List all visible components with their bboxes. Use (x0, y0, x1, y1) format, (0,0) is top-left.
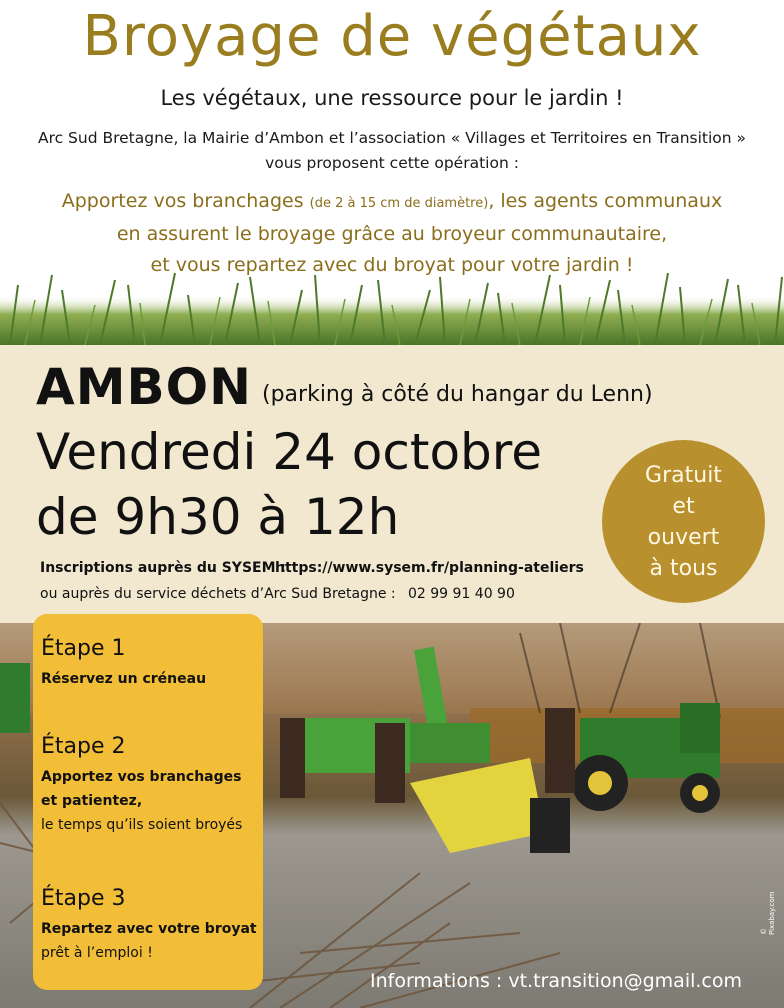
intro-line-1: Arc Sud Bretagne, la Mairie d’Ambon et l’association « Villages et Territoires en Transition » (37, 129, 747, 147)
diameter-note: (de 2 à 15 cm de diamètre) (309, 196, 489, 211)
alt-registration-label: ou auprès du service déchets d’Arc Sud Bretagne : (40, 586, 396, 602)
badge-line-2: et (672, 493, 695, 519)
step-2 (41, 734, 257, 837)
registration-label: Inscriptions auprès du SYSEM : (40, 560, 286, 576)
step-1-title: Étape 1 (41, 636, 126, 661)
event-place: AMBON (36, 358, 252, 416)
grass-image (0, 255, 784, 350)
call-line-1-b: , les agents communaux (488, 190, 723, 212)
call-line-1-a: Apportez vos branchages (61, 190, 310, 212)
free-badge (602, 440, 765, 603)
event-hours: de 9h30 à 12h (36, 488, 400, 546)
event-date: Vendredi 24 octobre (36, 423, 543, 481)
step-1 (41, 636, 206, 691)
badge-line-3: ouvert (647, 524, 720, 550)
registration-link[interactable]: https://www.sysem.fr/planning-ateliers (275, 560, 584, 576)
page-subtitle: Les végétaux, une ressource pour le jardin ! (160, 86, 624, 110)
contact-info[interactable]: Informations : vt.transition@gmail.com (370, 970, 743, 992)
step-3-bold: Repartez avec votre broyat (41, 921, 257, 937)
call-line-2: en assurent le broyage grâce au broyeur communautaire, (116, 223, 668, 245)
page-title: Broyage de végétaux (82, 4, 702, 69)
badge-line-1: Gratuit (645, 462, 722, 488)
step-2-bold: Apportez vos branchages et patientez, (41, 769, 242, 809)
step-3-normal: prêt à l’emploi ! (41, 945, 153, 961)
intro-line-2: vous proposent cette opération : (265, 154, 519, 172)
step-3-title: Étape 3 (41, 886, 126, 911)
photo-credit: © Pixabay.com (760, 891, 776, 935)
step-1-bold: Réservez un créneau (41, 671, 207, 687)
call-line-1 (0, 186, 784, 219)
event-place-note: (parking à côté du hangar du Lenn) (262, 382, 653, 407)
steps-panel (33, 614, 263, 990)
step-2-title: Étape 2 (41, 734, 126, 759)
step-3 (41, 886, 257, 965)
phone-number[interactable]: 02 99 91 40 90 (408, 586, 515, 602)
badge-line-4: à tous (649, 555, 718, 581)
step-2-normal: le temps qu’ils soient broyés (41, 817, 243, 833)
call-line-3: et vous repartez avec du broyat pour votre jardin ! (150, 254, 634, 276)
intro-text (0, 126, 784, 176)
